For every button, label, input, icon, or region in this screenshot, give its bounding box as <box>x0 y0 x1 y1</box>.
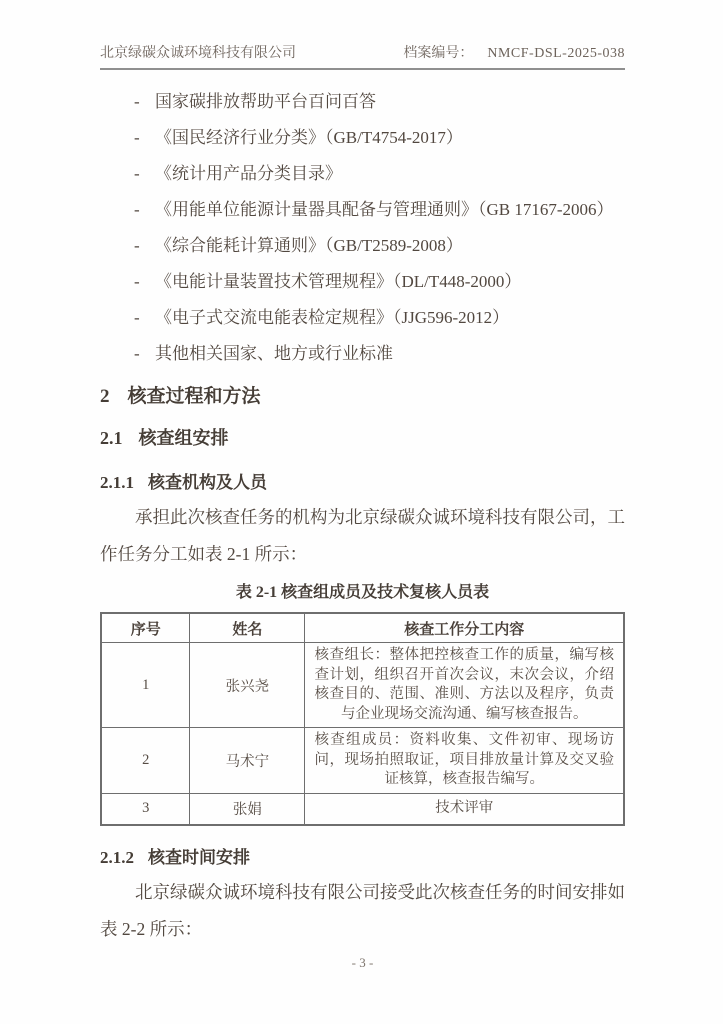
dash-bullet: - <box>134 344 140 363</box>
section-title: 核查时间安排 <box>148 847 250 867</box>
section-title: 核查组安排 <box>138 428 229 448</box>
section-heading-2 <box>100 384 625 410</box>
cell-duty: 核查组长：整体把控核查工作的质量，编写核查计划，组织召开首次会议，末次会议，介绍核查目的、范围、准则、方法以及程序，负责与企业现场交流沟通、编写核查报告。 <box>305 643 624 728</box>
archive-label: 档案编号： <box>403 46 474 61</box>
header-company-name: 北京绿碳众诚环境科技有限公司 <box>100 46 296 61</box>
section-number: 2.1 <box>100 428 123 448</box>
list-item <box>100 264 625 300</box>
dash-bullet: - <box>134 92 140 111</box>
table-row <box>101 793 624 825</box>
section-heading-2-1 <box>100 426 625 451</box>
reference-text: 《电能计量装置技术管理规程》（DL/T448-2000） <box>155 272 522 291</box>
section-heading-2-1-1 <box>100 471 625 495</box>
reference-text: 《用能单位能源计量器具配备与管理通则》（GB 17167-2006） <box>155 200 614 219</box>
page-number: - 3 - <box>351 954 374 970</box>
list-item <box>100 300 625 336</box>
page-header <box>100 42 625 70</box>
paragraph-time-schedule: 北京绿碳众诚环境科技有限公司接受此次核查任务的时间安排如表 2-2 所示： <box>100 881 625 939</box>
cell-no: 2 <box>101 728 190 794</box>
reference-list <box>100 84 625 372</box>
reference-text: 《统计用产品分类目录》 <box>155 164 342 183</box>
table-row <box>101 643 624 728</box>
cell-name: 张娟 <box>190 793 305 825</box>
cell-duty: 技术评审 <box>305 793 624 825</box>
section-number: 2.1.2 <box>100 847 134 867</box>
reference-text: 其他相关国家、地方或行业标准 <box>155 344 393 363</box>
table-header-row <box>101 613 624 643</box>
verification-team-table <box>100 612 625 826</box>
reference-text: 国家碳排放帮助平台百问百答 <box>155 92 376 111</box>
column-header-name: 姓名 <box>190 613 305 643</box>
column-header-duty: 核查工作分工内容 <box>305 613 624 643</box>
list-item <box>100 156 625 192</box>
dash-bullet: - <box>134 272 140 291</box>
table-caption: 表 2-1 核查组成员及技术复核人员表 <box>235 584 490 601</box>
reference-text: 《综合能耗计算通则》（GB/T2589-2008） <box>155 236 463 255</box>
dash-bullet: - <box>134 128 140 147</box>
section-number: 2.1.1 <box>100 473 134 492</box>
list-item <box>100 228 625 264</box>
reference-text: 《电子式交流电能表检定规程》（JJG596-2012） <box>155 308 510 327</box>
archive-number: NMCF-DSL-2025-038 <box>487 46 625 61</box>
cell-name: 马术宁 <box>190 728 305 794</box>
dash-bullet: - <box>134 164 140 183</box>
list-item <box>100 192 625 228</box>
dash-bullet: - <box>134 308 140 327</box>
cell-no: 1 <box>101 643 190 728</box>
column-header-no: 序号 <box>101 613 190 643</box>
list-item <box>100 336 625 372</box>
section-heading-2-1-2 <box>100 846 625 870</box>
cell-duty: 核查组成员：资料收集、文件初审、现场访问，现场拍照取证，项目排放量计算及交叉验证核算，核查报告编写。 <box>305 728 624 794</box>
archive-number-block <box>403 42 625 62</box>
table-row <box>101 728 624 794</box>
reference-text: 《国民经济行业分类》（GB/T4754-2017） <box>155 128 463 147</box>
section-number: 2 <box>100 386 110 407</box>
dash-bullet: - <box>134 200 140 219</box>
list-item <box>100 120 625 156</box>
dash-bullet: - <box>134 236 140 255</box>
section-title: 核查机构及人员 <box>148 473 267 492</box>
list-item <box>100 84 625 120</box>
cell-no: 3 <box>101 793 190 825</box>
paragraph-verification-agency: 承担此次核查任务的机构为北京绿碳众诚环境科技有限公司，工作任务分工如表 2-1 所示： <box>100 507 625 564</box>
section-title: 核查过程和方法 <box>127 386 261 407</box>
cell-name: 张兴尧 <box>190 643 305 728</box>
